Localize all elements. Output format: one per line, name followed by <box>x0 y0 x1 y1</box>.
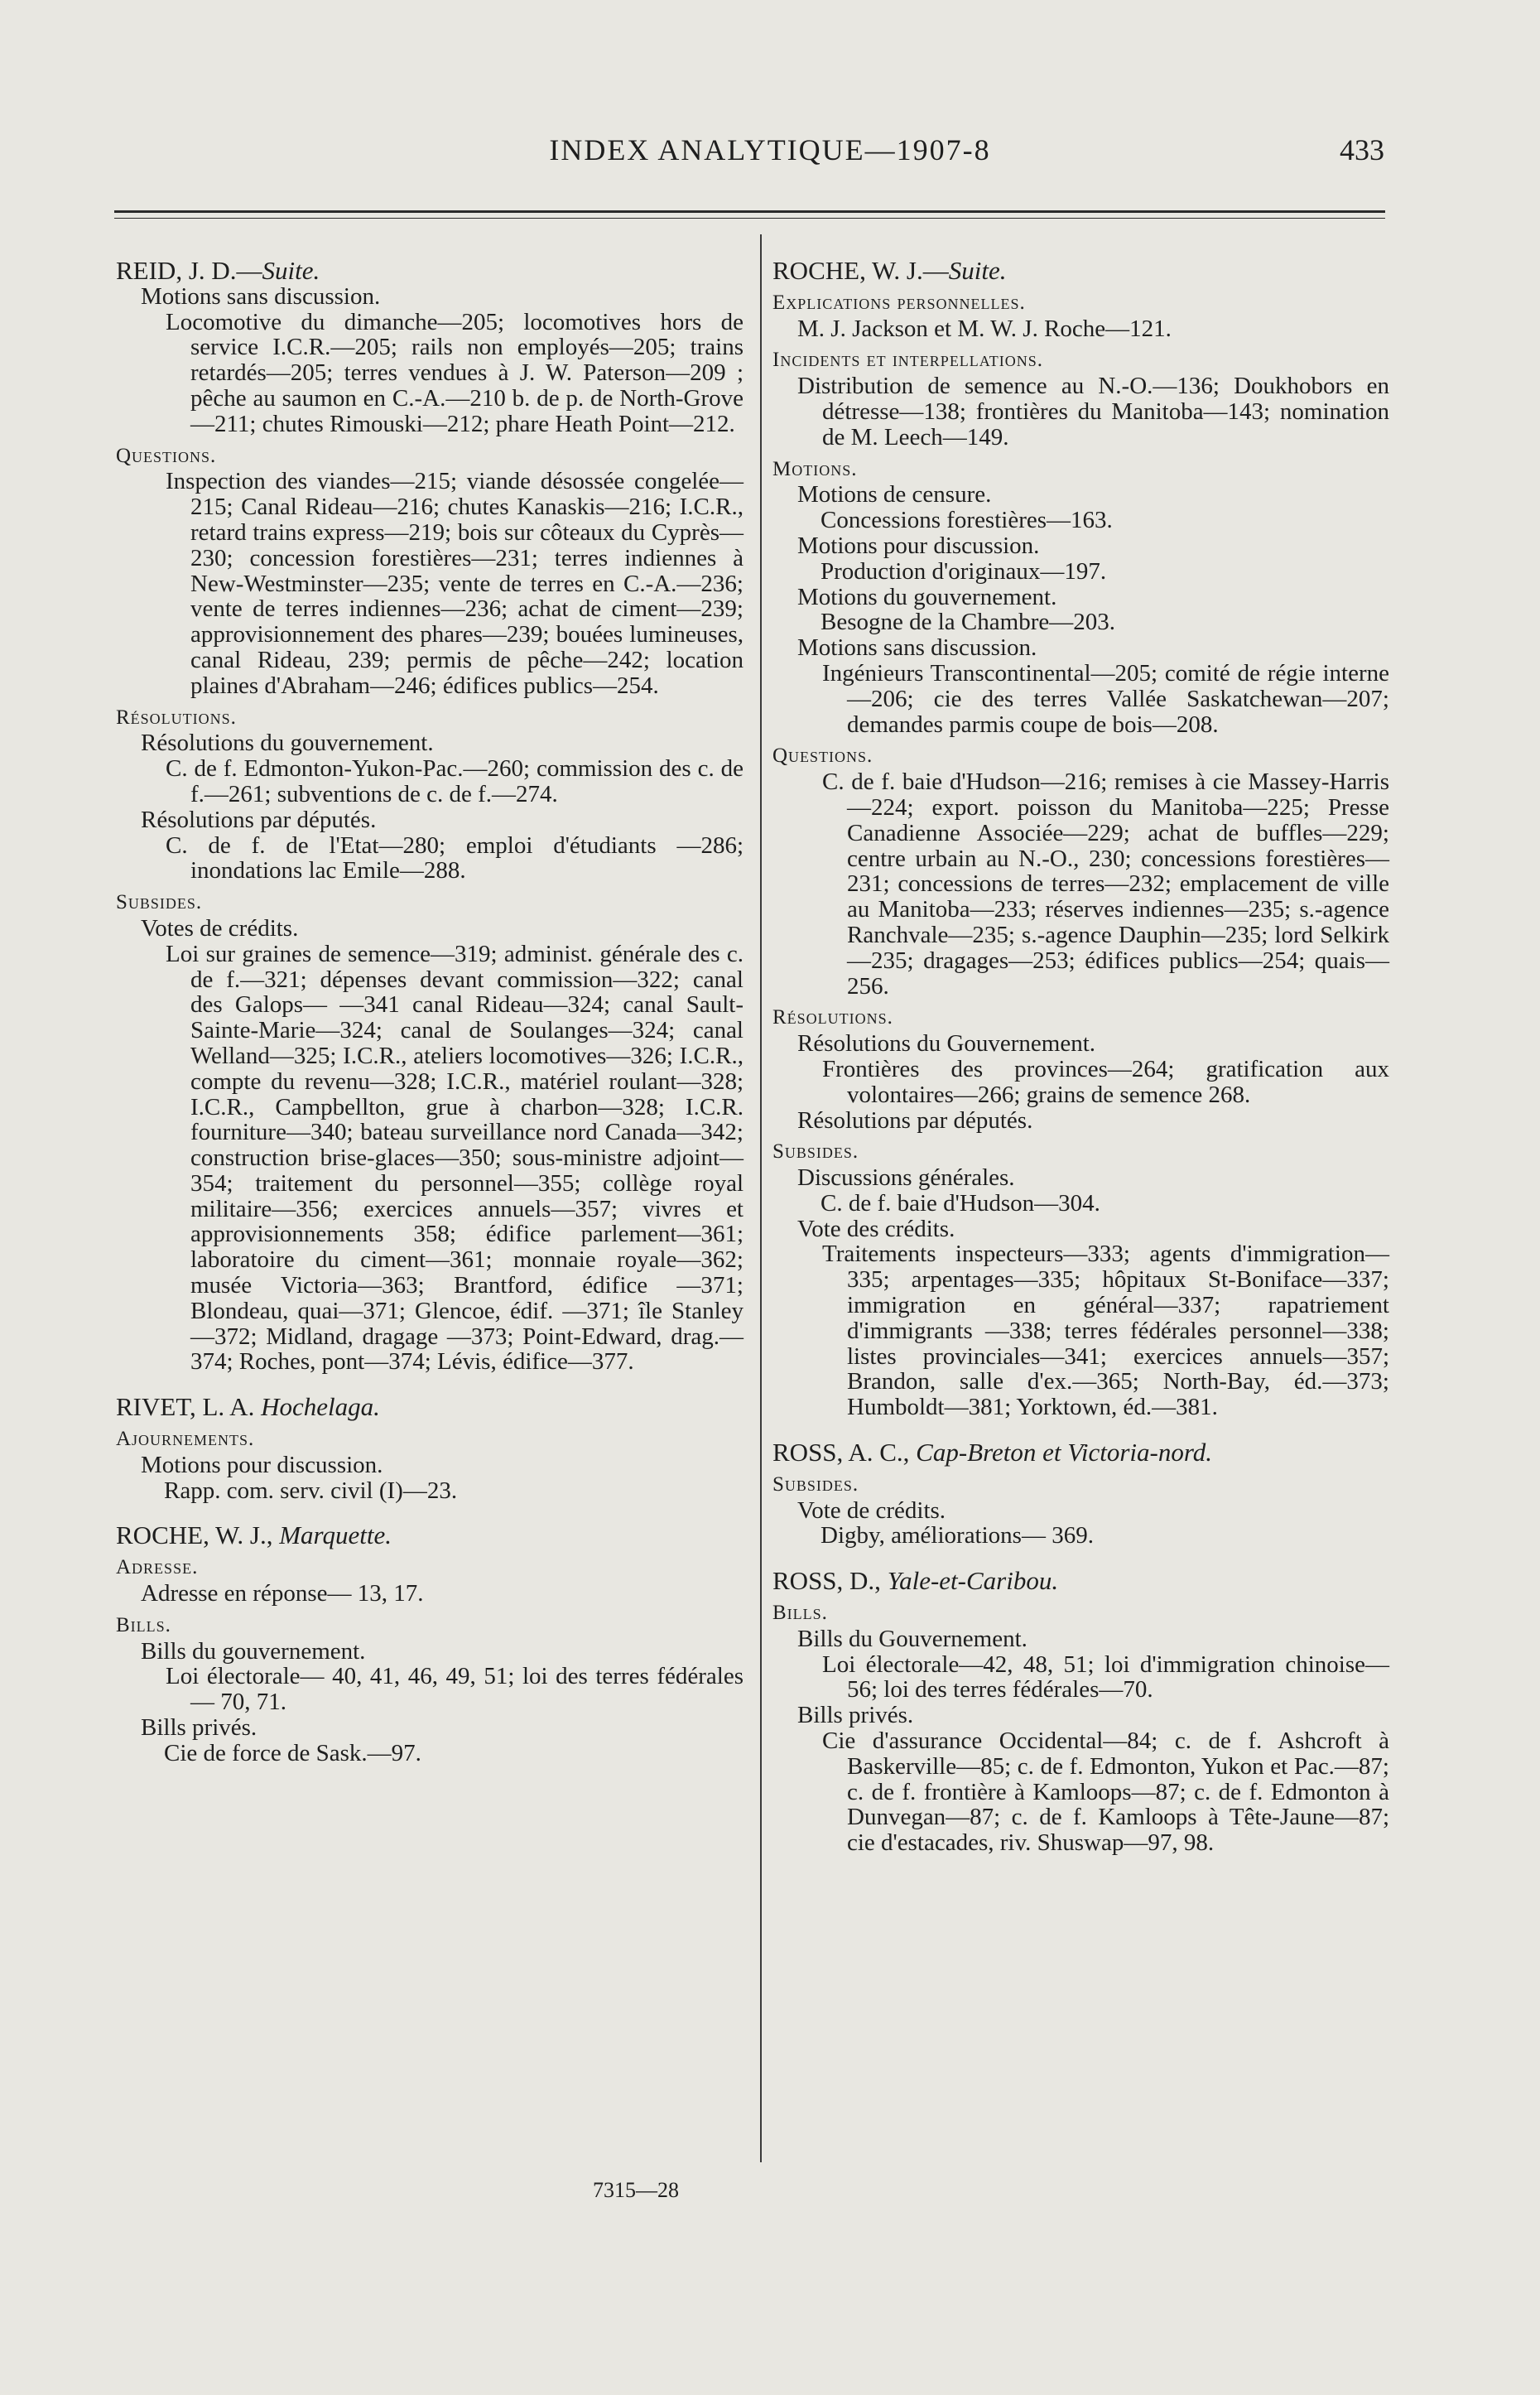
index-text: Frontières des provinces—264; gratification aux volontaires—266; grains de semence 268. <box>822 1055 1389 1108</box>
right-column <box>772 258 1389 1856</box>
index-text: C. de f. de l'Etat—280; emploi d'étudiants —286; inondations lac Emile—288. <box>166 831 744 884</box>
section-heading: Questions. <box>772 745 873 768</box>
subheading: Bills privés. <box>141 1714 257 1742</box>
index-text: Loi électorale—42, 48, 51; loi d'immigration chinoise—56; loi des terres fédérales—70. <box>822 1650 1389 1703</box>
index-text: Traitements inspecteurs—333; agents d'immigration—335; arpentages—335; hôpitaux St-Boniface—337; immigration en général—337; rapatriement d'immigrants —338; terres fédérales personnel—338; listes provinciales—341; exercices annuels—357; Brandon, salle d'ex.—365; North-Bay, éd.—373; Humboldt—381; Yorktown, éd.—381. <box>822 1241 1389 1421</box>
index-text: Concessions forestières—163. <box>821 507 1113 534</box>
header-rule-thick <box>114 210 1385 213</box>
subheading: Bills du Gouvernement. <box>797 1625 1027 1652</box>
index-text: C. de f. baie d'Hudson—304. <box>821 1189 1100 1217</box>
section-heading: Bills. <box>772 1602 828 1625</box>
section-heading: Explications personnelles. <box>772 291 1026 314</box>
header-rule-thin <box>114 218 1385 219</box>
section-heading: Adresse. <box>116 1556 199 1579</box>
subheading: Motions pour discussion. <box>797 532 1040 559</box>
index-text: Loi sur graines de semence—319; administ. générale des c. de f.—321; dépenses devant commission—322; canal des Galops— —341 canal Rideau—324; canal Sault-Sainte-Marie—324; canal de Soulanges—324; canal Welland—325; I.C.R., ateliers locomotives—326; I.C.R., compte du revenu—328; I.C.R., matériel roulant—328; I.C.R., Campbellton, grue à charbon—328; I.C.R. fourniture—340; bateau surveillance nord Canada—342; construction brise-glaces—350; sous-ministre adjoint—354; traitement du personnel—355; collège royal militaire—356; exercices annuels—357; vivres et approvisionnements 358; édifice parlement—361; laboratoire du ciment—361; monnaie royale—362; musée Victoria—363; Brantford, édifice —371; Blondeau, quai—371; Glencoe, édif. —371; île Stanley—372; Midland, dragage —373; Point-Edward, drag.—374; Roches, pont—374; Lévis, édifice—377. <box>166 940 744 1376</box>
entry-name-roche-suite: ROCHE, W. J.—Suite. <box>772 256 1007 285</box>
subheading: Vote de crédits. <box>797 1496 946 1524</box>
page-title: INDEX ANALYTIQUE—1907-8 <box>549 133 991 166</box>
column-divider <box>760 234 762 2162</box>
section-heading: Ajournements. <box>116 1428 255 1451</box>
section-heading: Motions. <box>772 457 858 480</box>
index-text: Distribution de semence au N.-O.—136; Doukhobors en détresse—138; frontières du Manitoba—143; nomination de M. Leech—149. <box>797 373 1389 451</box>
subheading: Bills du gouvernement. <box>141 1637 366 1665</box>
index-text: Adresse en réponse— 13, 17. <box>141 1580 424 1607</box>
subheading: Motions du gouvernement. <box>797 583 1057 610</box>
subheading: Résolutions du gouvernement. <box>141 730 434 757</box>
index-text: Inspection des viandes—215; viande désossée congelée—215; Canal Rideau—216; chutes Kanaskis—216; I.C.R., retard trains express—219; bois sur côteaux du Cyprès—230; concession forestières—231; terres indiennes à New-Westminster—235; vente de terres en C.-A.—236; vente de terres indiennes—236; achat de ciment—239; approvisionnement des phares—239; bouées lumineuses, canal Rideau, 239; permis de pêche—242; location plaines d'Abraham—246; édifices publics—254. <box>166 468 744 699</box>
section-heading: Résolutions. <box>772 1006 893 1029</box>
section-heading: Incidents et interpellations. <box>772 349 1044 372</box>
footer-code: 7315—28 <box>593 2178 679 2202</box>
index-text: Besogne de la Chambre—203. <box>821 609 1115 636</box>
entry-name-ross-d: ROSS, D., Yale-et-Caribou. <box>772 1566 1059 1596</box>
subheading: Motions pour discussion. <box>141 1451 383 1478</box>
subheading: Motions sans discussion. <box>141 282 381 310</box>
left-column <box>116 258 744 1766</box>
index-text: C. de f. baie d'Hudson—216; remises à cie Massey-Harris—224; export. poisson du Manitoba—225; Presse Canadienne Associée—229; achat de buffles—229; centre urbain au N.-O., 230; concessions forestières—231; concessions de terres—232; emplacement de ville au Manitoba—233; réserves indiennes—235; s.-agence Ranchvale—235; s.-agence Dauphin—235; lord Selkirk—235; dragages—253; édifices publics—254; quais—256. <box>822 769 1389 1000</box>
index-text: Ingénieurs Transcontinental—205; comité de régie interne—206; cie des terres Vallée Saskatchewan—207; demandes parmis coupe de bois—208. <box>822 659 1389 738</box>
index-text: Loi électorale— 40, 41, 46, 49, 51; loi des terres fédérales— 70, 71. <box>166 1663 744 1716</box>
entry-name-ross-ac: ROSS, A. C., Cap-Breton et Victoria-nord. <box>772 1438 1213 1467</box>
subheading: Votes de crédits. <box>141 914 299 942</box>
subheading: Discussions générales. <box>797 1164 1015 1192</box>
section-heading: Subsides. <box>772 1140 859 1164</box>
section-heading: Résolutions. <box>116 706 237 729</box>
index-text: C. de f. Edmonton-Yukon-Pac.—260; commission des c. de f.—261; subventions de c. de f.—274. <box>166 755 744 807</box>
subheading: Motions de censure. <box>797 481 992 508</box>
index-text: M. J. Jackson et M. W. J. Roche—121. <box>797 315 1172 342</box>
subheading: Motions sans discussion. <box>797 634 1037 662</box>
index-text: Cie de force de Sask.—97. <box>164 1739 421 1766</box>
entry-name-rivet: RIVET, L. A. Hochelaga. <box>116 1392 380 1422</box>
section-heading: Questions. <box>116 444 217 467</box>
subheading: Vote des crédits. <box>797 1215 955 1242</box>
subheading: Bills privés. <box>797 1702 914 1729</box>
section-heading: Bills. <box>116 1613 171 1636</box>
entry-name-roche: ROCHE, W. J., Marquette. <box>116 1520 392 1550</box>
section-heading: Subsides. <box>772 1472 859 1496</box>
index-text: Production d'originaux—197. <box>821 557 1107 585</box>
index-text: Rapp. com. serv. civil (I)—23. <box>164 1477 458 1504</box>
section-heading: Subsides. <box>116 891 203 914</box>
index-text: Cie d'assurance Occidental—84; c. de f. Ashcroft à Baskerville—85; c. de f. Edmonton, Yukon et Pac.—87; c. de f. frontière à Kamloops—87; c. de f. Edmonton à Dunvegan—87; c. de f. Kamloops à Tête-Jaune—87; cie d'estacades, riv. Shuswap—97, 98. <box>822 1728 1389 1857</box>
subheading: Résolutions par députés. <box>797 1106 1033 1134</box>
page-number: 433 <box>1340 133 1384 166</box>
subheading: Résolutions par députés. <box>141 806 377 833</box>
index-text: Locomotive du dimanche—205; locomotives hors de service I.C.R.—205; rails non employés—205; trains retardés—205; terres vendues à J. W. Paterson—209 ; pêche au saumon en C.-A.—210 b. de p. de North-Grove—211; chutes Rimouski—212; phare Heath Point—212. <box>166 308 744 437</box>
subheading: Résolutions du Gouvernement. <box>797 1030 1096 1058</box>
index-text: Digby, améliorations— 369. <box>821 1522 1094 1549</box>
entry-name-reid: REID, J. D.—Suite. <box>116 256 320 285</box>
